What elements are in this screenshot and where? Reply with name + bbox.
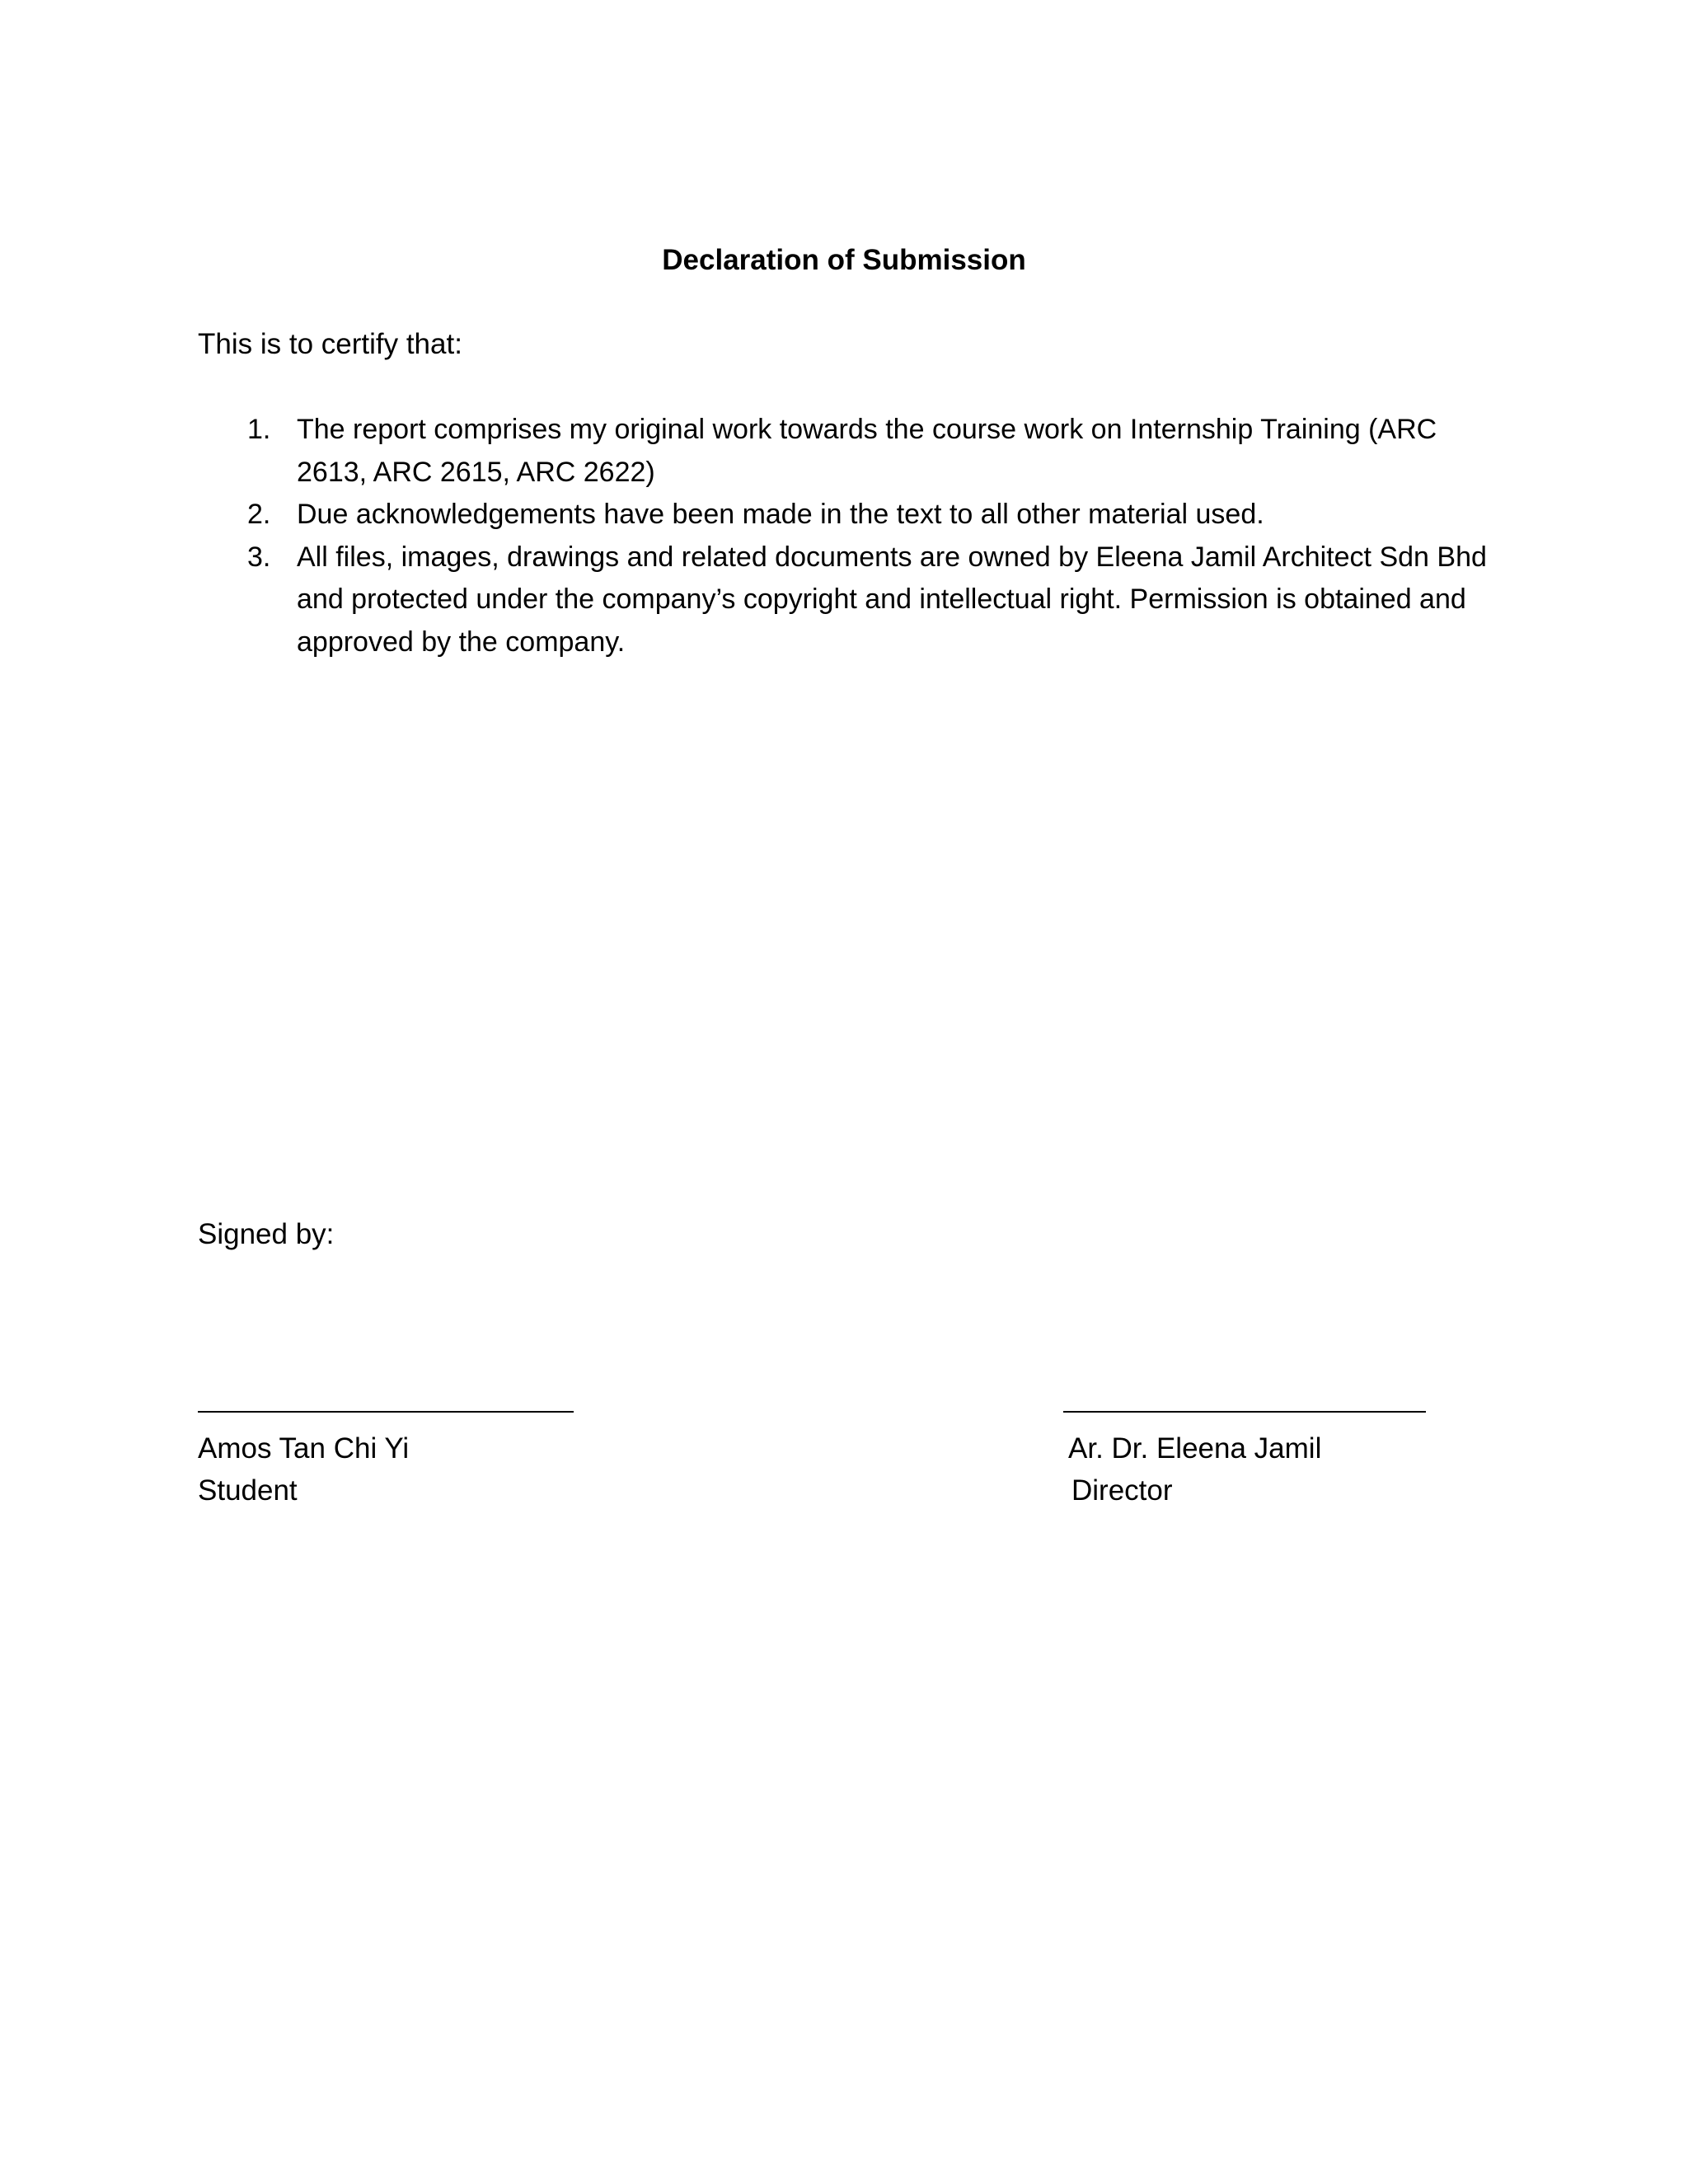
list-item-number: 1. — [247, 414, 271, 445]
signed-by-label: Signed by: — [198, 1218, 335, 1250]
page-title: Declaration of Submission — [662, 244, 1026, 276]
list-item-text: Due acknowledgements have been made in the text to all other material used. — [297, 499, 1264, 530]
list-item — [198, 494, 1492, 537]
director-role: Director — [1071, 1474, 1173, 1507]
director-signature-block — [1063, 1411, 1426, 1511]
list-item — [198, 537, 1492, 664]
declaration-list — [198, 409, 1492, 663]
list-item-number: 3. — [247, 541, 271, 573]
director-name: Ar. Dr. Eleena Jamil — [1068, 1432, 1322, 1465]
list-item-text: All files, images, drawings and related documents are owned by Eleena Jamil Architect Sdn Bhd and protected under the company’s copyright and intellectual right. Permission is obtained and approved by the company. — [297, 541, 1487, 658]
student-name: Amos Tan Chi Yi — [198, 1432, 410, 1465]
list-item-number: 2. — [247, 499, 271, 530]
signature-line — [1063, 1411, 1426, 1413]
student-role: Student — [198, 1474, 298, 1507]
student-signature-block — [198, 1411, 574, 1511]
signature-line — [198, 1411, 574, 1413]
intro-text: This is to certify that: — [198, 328, 462, 360]
list-item — [198, 409, 1492, 494]
list-item-text: The report comprises my original work towards the course work on Internship Training (ARC 2613, ARC 2615, ARC 2622) — [297, 414, 1437, 488]
